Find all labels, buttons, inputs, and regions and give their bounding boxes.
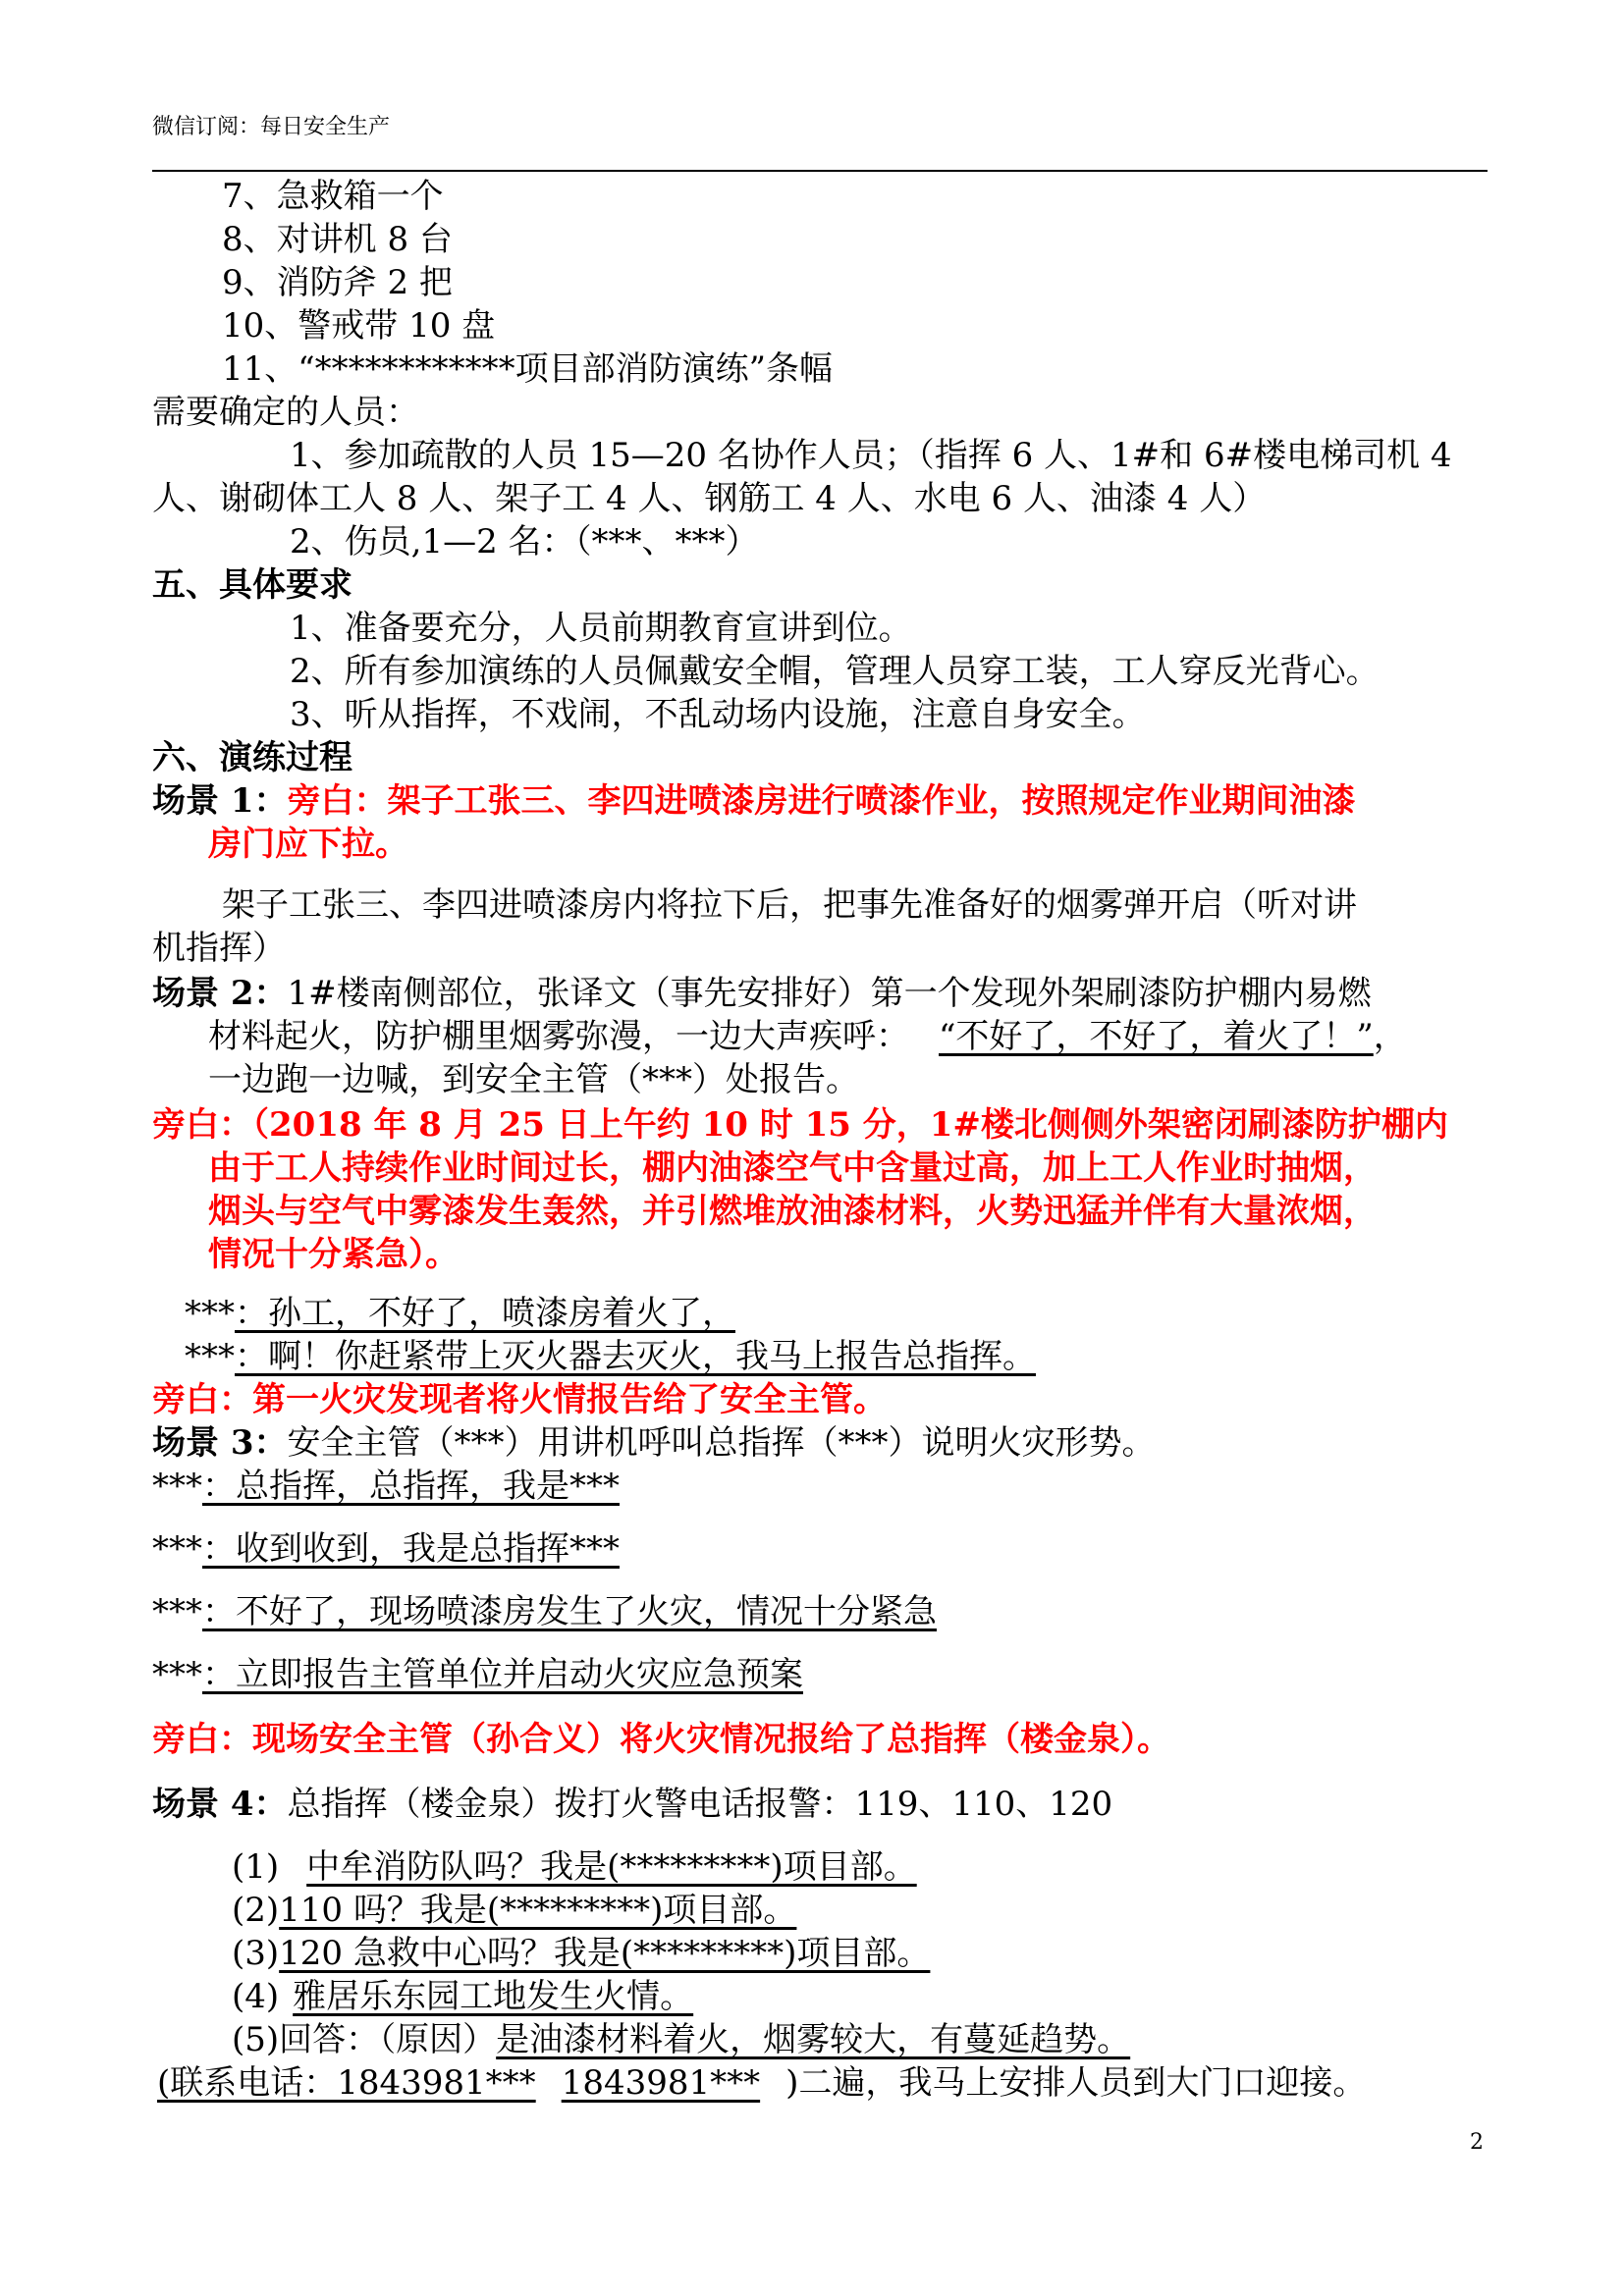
dialogue-2 [185,1335,1036,1378]
section-six-heading: 六、演练过程 [152,738,352,777]
call-3 [232,1932,930,1975]
dialogue-6-speaker: *** [152,1655,202,1694]
call-3-text: 120 急救中心吗？我是(*********)项目部。 [279,1934,931,1973]
dialogue-3 [152,1465,620,1508]
scene-4-line [152,1783,1112,1826]
personnel-item-1-cont: 人、谢砌体工人 8 人、架子工 4 人、钢筋工 4 人、水电 6 人、油漆 4 人） [152,479,1267,518]
requirement-3: 3、听从指挥，不戏闹，不乱动场内设施，注意自身安全。 [290,695,1146,734]
equipment-item-10: 10、警戒带 10 盘 [222,306,496,346]
contact-phone-1: (联系电话：1843981*** [157,2063,536,2103]
narration-2: 旁白：第一火灾发现者将火情报告给了安全主管。 [152,1380,887,1419]
scene-2-line [152,972,1372,1015]
scene-1-label: 场景 1： [152,781,288,821]
narration-1-b: 由于工人持续作业时间过长，棚内油漆空气中含量过高，加上工人作业时抽烟， [208,1148,1377,1188]
scene-1-line [152,779,1356,823]
section-five-heading: 五、具体要求 [152,565,352,605]
header-rule [152,170,1488,172]
personnel-item-1: 1、参加疏散的人员 15—20 名协作人员；（指挥 6 人、1#和 6#楼电梯司机 4 [290,436,1452,475]
dialogue-2-text: ：啊！你赶紧带上灭火器去灭火，我马上报告总指挥。 [235,1337,1036,1376]
call-5 [232,2018,1130,2061]
call-4-text: 雅居乐东园工地发生火情。 [293,1977,694,2016]
equipment-item-9: 9、消防斧 2 把 [222,263,453,302]
scene-1-narration: 旁白：架子工张三、李四进喷漆房进行喷漆作业，按照规定作业期间油漆 [287,781,1356,821]
narration-1-c: 烟头与空气中雾漆发生轰然，并引燃堆放油漆材料，火势迅猛并伴有大量浓烟， [208,1192,1377,1231]
call-5-index: (5)回答：（原因） [232,2020,497,2059]
scene-3-text: 安全主管（***）用讲机呼叫总指挥（***）说明火灾形势。 [287,1423,1156,1463]
scene-1-action-cont: 机指挥） [152,929,286,968]
dialogue-1 [185,1292,735,1335]
dialogue-3-text: ：总指挥，总指挥，我是*** [202,1467,620,1506]
dialogue-2-speaker: *** [185,1337,235,1376]
scene-2-text-cont2: 一边跑一边喊，到安全主管（***）处报告。 [208,1060,859,1099]
scene-2-shout: “不好了，不好了，着火了！” [939,1017,1374,1056]
scene-3-line [152,1421,1156,1465]
dialogue-4 [152,1527,620,1571]
call-4 [232,1975,693,2018]
scene-2-text: 1#楼南侧部位，张译文（事先安排好）第一个发现外架刷漆防护棚内易燃 [287,974,1372,1013]
personnel-heading: 需要确定的人员： [152,393,419,432]
dialogue-4-speaker: *** [152,1529,202,1569]
dialogue-5 [152,1590,937,1633]
dialogue-3-speaker: *** [152,1467,202,1506]
requirement-2: 2、所有参加演练的人员佩戴安全帽，管理人员穿工装，工人穿反光背心。 [290,652,1380,691]
call-2 [232,1889,796,1932]
call-1-index: (1) [232,1847,280,1887]
call-4-index: (4) [232,1977,280,2016]
requirement-1: 1、准备要充分，人员前期教育宣讲到位。 [290,609,912,648]
page-header: 微信订阅：每日安全生产 [152,115,391,139]
dialogue-5-speaker: *** [152,1592,202,1631]
call-1-text: 中牟消防队吗？我是(*********)项目部。 [306,1847,917,1887]
equipment-item-11: 11、“************项目部消防演练”条幅 [222,349,834,389]
page-number: 2 [1470,2130,1484,2155]
scene-2-text-cont [208,1015,1407,1058]
dialogue-5-text: ：不好了，现场喷漆房发生了火灾，情况十分紧急 [202,1592,937,1631]
equipment-item-7: 7、急救箱一个 [222,177,444,216]
scene-4-text: 总指挥（楼金泉）拨打火警电话报警：119、110、120 [287,1785,1113,1824]
call-1 [232,1845,917,1889]
scene-1-action: 架子工张三、李四进喷漆房内将拉下后，把事先准备好的烟雾弹开启（听对讲 [222,885,1357,925]
narration-1-a: 旁白：（2018 年 8 月 25 日上午约 10 时 15 分，1#楼北侧侧外架密闭刷漆防护棚内 [152,1105,1448,1145]
call-2-text: 110 吗？我是(*********)项目部。 [279,1891,797,1930]
dialogue-1-speaker: *** [185,1294,235,1333]
scene-2-label: 场景 2： [152,974,288,1013]
call-3-index: (3) [232,1934,280,1973]
scene-2-comma: ， [1373,1017,1407,1056]
narration-3: 旁白：现场安全主管（孙合义）将火灾情况报给了总指挥（楼金泉）。 [152,1720,1170,1759]
contact-line [157,2061,1366,2105]
narration-1-d: 情况十分紧急）。 [208,1235,459,1274]
call-5-text: 是油漆材料着火，烟雾较大，有蔓延趋势。 [496,2020,1131,2059]
dialogue-1-text: ：孙工，不好了，喷漆房着火了， [235,1294,735,1333]
equipment-item-8: 8、对讲机 8 台 [222,220,453,259]
scene-2-text-b: 材料起火，防护棚里烟雾弥漫，一边大声疾呼： [208,1017,909,1056]
contact-phone-2: 1843981*** [561,2063,761,2103]
scene-4-label: 场景 4： [152,1785,288,1824]
dialogue-6 [152,1653,803,1696]
scene-1-narration-cont: 房门应下拉。 [208,825,408,864]
personnel-item-2: 2、伤员,1—2 名：（***、***） [290,522,759,561]
scene-3-label: 场景 3： [152,1423,288,1463]
dialogue-4-text: ：收到收到，我是总指挥*** [202,1529,620,1569]
call-2-index: (2) [232,1891,280,1930]
dialogue-6-text: ：立即报告主管单位并启动火灾应急预案 [202,1655,803,1694]
contact-tail: )二遍，我马上安排人员到大门口迎接。 [785,2063,1367,2103]
